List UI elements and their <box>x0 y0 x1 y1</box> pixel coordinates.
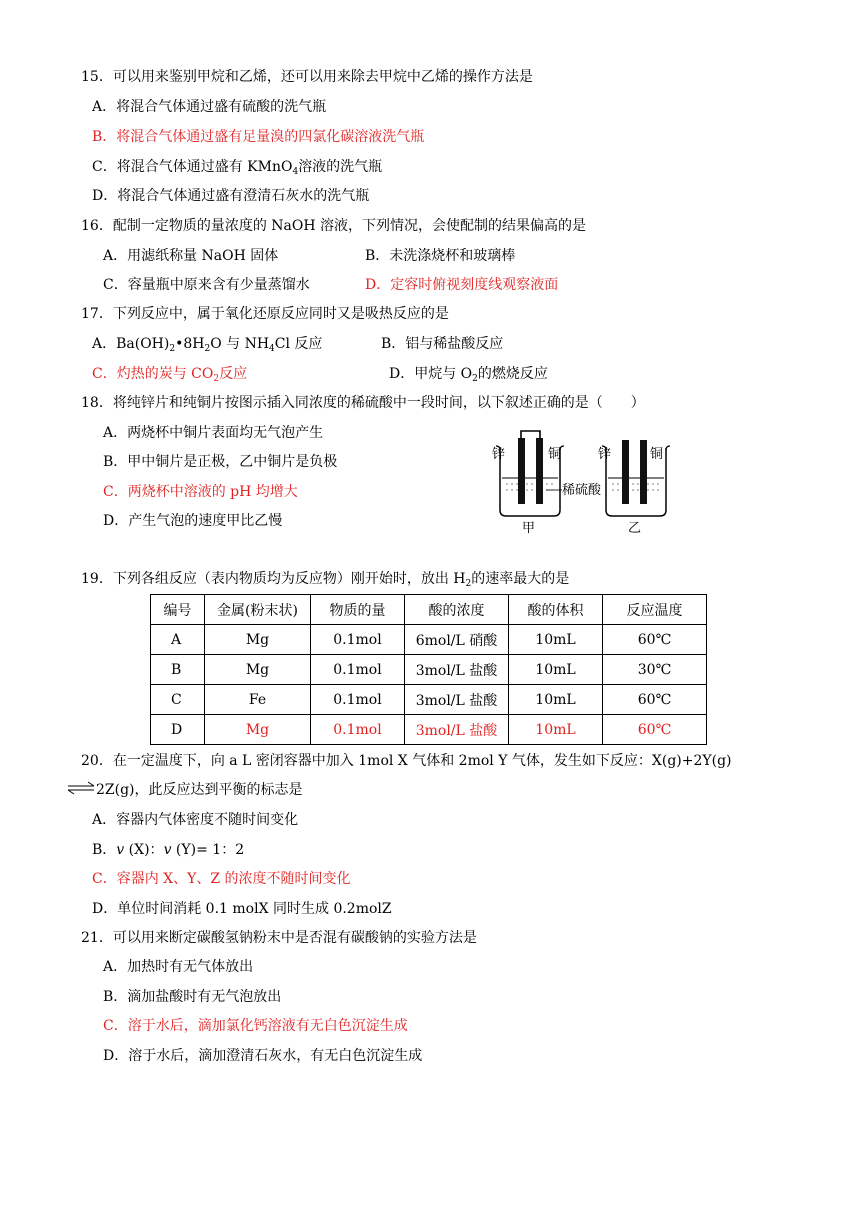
table-cell: 60℃ <box>603 715 707 745</box>
table-cell: 0.1mol <box>311 655 405 685</box>
table-header: 物质的量 <box>311 595 405 625</box>
table-cell: 10mL <box>509 655 603 685</box>
q17-stem: 17．下列反应中，属于氧化还原反应同时又是吸热反应的是 <box>81 306 449 322</box>
caption-jia: 甲 <box>522 521 536 536</box>
label-zinc-yi: 锌 <box>598 447 612 462</box>
table-cell: 3mol/L 盐酸 <box>405 685 509 715</box>
table-header: 编号 <box>151 595 205 625</box>
q20-stem-line2: 2Z(g)，此反应达到平衡的标志是 <box>96 782 303 798</box>
q18-option-a: A．两烧杯中铜片表面均无气泡产生 <box>103 425 324 441</box>
q15-option-b: B．将混合气体通过盛有足量溴的四氯化碳溶液洗气瓶 <box>92 129 425 145</box>
table-cell: 6mol/L 硝酸 <box>405 625 509 655</box>
table-header: 酸的浓度 <box>405 595 509 625</box>
table-cell: 3mol/L 盐酸 <box>405 715 509 745</box>
equilibrium-arrow-icon <box>66 781 96 795</box>
table-header-row <box>151 595 707 625</box>
table-cell: Fe <box>205 685 311 715</box>
q20-option-a: A．容器内气体密度不随时间变化 <box>92 812 299 828</box>
q15-option-d: D．将混合气体通过盛有澄清石灰水的洗气瓶 <box>92 188 370 204</box>
table-cell: A <box>151 625 205 655</box>
q17-option-b: B．铝与稀盐酸反应 <box>381 336 504 352</box>
q18-stem: 18．将纯锌片和纯铜片按图示插入同浓度的稀硫酸中一段时间，以下叙述正确的是（ ） <box>81 395 645 411</box>
q16-option-b: B．未洗涤烧杯和玻璃棒 <box>365 248 516 264</box>
q15-option-a: A．将混合气体通过盛有硫酸的洗气瓶 <box>92 99 327 115</box>
q21-option-b: B．滴加盐酸时有无气泡放出 <box>103 989 282 1005</box>
table-cell: C <box>151 685 205 715</box>
table-header: 金属(粉末状) <box>205 595 311 625</box>
q20-option-c: C．容器内 X、Y、Z 的浓度不随时间变化 <box>92 871 351 887</box>
q18-option-b: B．甲中铜片是正极，乙中铜片是负极 <box>103 454 338 470</box>
label-dilute-sulfuric-acid: 稀硫酸 <box>562 483 602 498</box>
table-row-answer <box>151 715 707 745</box>
caption-yi: 乙 <box>628 521 642 536</box>
table-cell: Mg <box>205 625 311 655</box>
table-cell: 0.1mol <box>311 625 405 655</box>
table-cell: 60℃ <box>603 625 707 655</box>
q16-stem: 16．配制一定物质的量浓度的 NaOH 溶液，下列情况，会使配制的结果偏高的是 <box>81 218 586 234</box>
q20-stem-line1: 20．在一定温度下，向 a L 密闭容器中加入 1mol X 气体和 2mol Y 气体，发生如下反应：X(g)+2Y(g) <box>81 753 732 769</box>
table-cell: 10mL <box>509 625 603 655</box>
q15-stem: 15．可以用来鉴别甲烷和乙烯，还可以用来除去甲烷中乙烯的操作方法是 <box>81 69 533 85</box>
table-cell: 10mL <box>509 715 603 745</box>
table-cell: 60℃ <box>603 685 707 715</box>
q21-stem: 21．可以用来断定碳酸氢钠粉末中是否混有碳酸钠的实验方法是 <box>81 930 477 946</box>
q16-option-c: C．容量瓶中原来含有少量蒸馏水 <box>103 277 310 293</box>
label-zinc-jia: 锌 <box>492 447 506 462</box>
q21-option-d: D．溶于水后，滴加澄清石灰水，有无白色沉淀生成 <box>103 1048 423 1064</box>
q18-option-c: C．两烧杯中溶液的 pH 均增大 <box>103 484 298 500</box>
table-cell: 3mol/L 盐酸 <box>405 655 509 685</box>
table-header: 酸的体积 <box>509 595 603 625</box>
q16-option-a: A．用滤纸称量 NaOH 固体 <box>103 248 279 264</box>
table-cell: Mg <box>205 655 311 685</box>
q21-option-a: A．加热时有无气体放出 <box>103 959 254 975</box>
q20-option-b: B．v (X)：v (Y)= 1：2 <box>92 842 245 858</box>
q17-option-c: C．灼热的炭与 $CO_2$反应 <box>92 366 248 384</box>
label-copper-jia: 铜 <box>548 447 562 462</box>
table-row <box>151 625 707 655</box>
label-copper-yi: 铜 <box>650 447 664 462</box>
q21-option-c: C．溶于水后，滴加氯化钙溶液有无白色沉淀生成 <box>103 1018 408 1034</box>
table-cell: D <box>151 715 205 745</box>
q16-option-d: D．定容时俯视刻度线观察液面 <box>365 277 559 293</box>
q17-option-a: A．$Ba(OH)_2•8H_2O$ 与 $NH_4Cl$ 反应 <box>92 336 323 354</box>
table-row <box>151 655 707 685</box>
table-header: 反应温度 <box>603 595 707 625</box>
table-cell: 30℃ <box>603 655 707 685</box>
reaction-table <box>150 594 707 745</box>
table-cell: 10mL <box>509 685 603 715</box>
table-cell: Mg <box>205 715 311 745</box>
table-cell: 0.1mol <box>311 685 405 715</box>
table-cell: 0.1mol <box>311 715 405 745</box>
q19-stem: 19．下列各组反应（表内物质均为反应物）刚开始时，放出 $H_2$的速率最大的是 <box>81 571 570 589</box>
table-row <box>151 685 707 715</box>
q17-option-d: D．甲烷与 $O_2$的燃烧反应 <box>389 366 548 384</box>
q15-option-c: C．将混合气体通过盛有 KMnO$_4$溶液的洗气瓶 <box>92 159 383 177</box>
q20-option-d: D．单位时间消耗 0.1 molX 同时生成 0.2molZ <box>92 901 392 917</box>
galvanic-cell-figure <box>488 426 688 538</box>
q18-option-d: D．产生气泡的速度甲比乙慢 <box>103 513 283 529</box>
beaker-jia <box>496 431 564 516</box>
table-cell: B <box>151 655 205 685</box>
